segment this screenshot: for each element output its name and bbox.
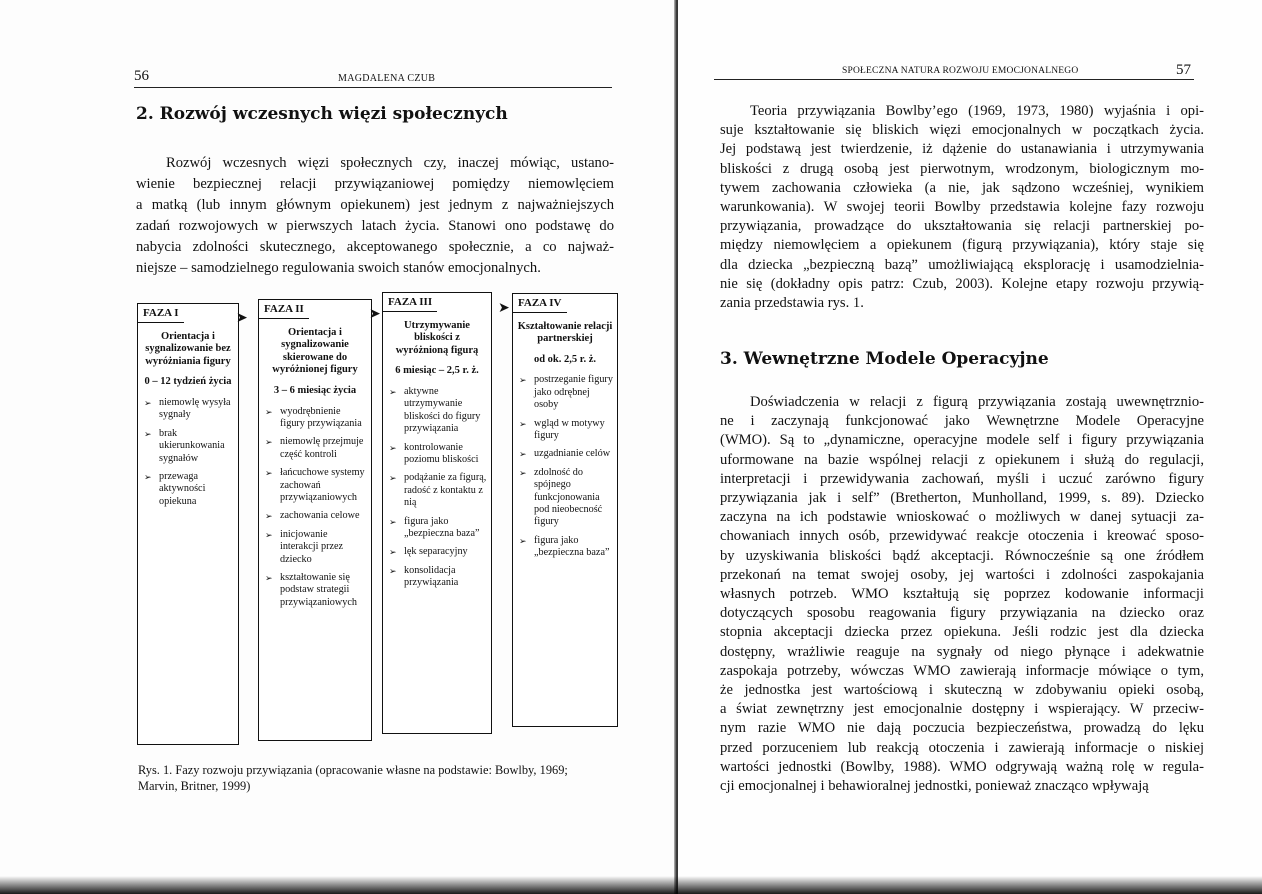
phase-items — [513, 374, 617, 559]
arrow-bullet-icon: ➢ — [389, 473, 397, 484]
section-title-right: 3. Wewnętrzne Modele Operacyjne — [720, 349, 1049, 369]
arrow-bullet-icon: ➢ — [389, 547, 397, 558]
text-line: uformowane na bazie wspólnej relacji z opiekunem i służą do regulacji, — [720, 451, 1204, 468]
arrow-icon: ➤ — [236, 311, 248, 326]
text-line: Jej podstawą jest twierdzenie, iż dążenie do ustanawiania i utrzymywania — [720, 141, 1204, 158]
text-line: dla dziecka „bezpieczną bazą” umożliwiającą eksplorację i usamodzielnia- — [720, 256, 1204, 273]
running-head-left: MAGDALENA CZUB — [338, 73, 436, 84]
running-head-right: SPOŁECZNA NATURA ROZWOJU EMOCJONALNEGO — [842, 66, 1079, 76]
text-line: zania przedstawia rys. 1. — [720, 295, 864, 312]
list-item — [519, 418, 613, 443]
phase-label: FAZA II — [259, 300, 309, 319]
item-text: wyodrębnienie figury przywiązania — [280, 405, 362, 429]
item-text: kontrolowanie poziomu bliskości — [404, 441, 479, 465]
text-line: że jednostka jest wartościową i skuteczną w zdobywaniu opieki osobą, — [720, 682, 1204, 699]
list-item — [144, 471, 234, 508]
text-line: stopnia akceptacji dziecka przez opiekuna. Jeśli rodzic jest dla dziecka — [720, 624, 1204, 641]
item-text: przewaga aktywności opiekuna — [159, 471, 206, 507]
text-line: cji emocjonalnej i behawioralnej jednostki, ponieważ znacząco wpływają — [720, 778, 1149, 795]
page-number-right: 57 — [1176, 62, 1191, 78]
header-rule-right — [714, 79, 1194, 80]
arrow-bullet-icon: ➢ — [389, 442, 397, 453]
arrow-bullet-icon: ➢ — [389, 516, 397, 527]
item-text: brak ukierunkowania sygnałów — [159, 427, 225, 464]
list-item — [265, 572, 367, 609]
caption-line: Marvin, Britner, 1999) — [138, 779, 251, 793]
item-text: lęk separacyjny — [404, 546, 468, 558]
phase-name: Orientacja i sygnalizowanie bez wyróżniania figury — [145, 330, 231, 367]
section-title-left: 2. Rozwój wczesnych więzi społecznych — [136, 104, 508, 124]
item-text: uzgadnianie celów — [534, 448, 611, 460]
list-item — [265, 529, 367, 566]
list-item — [144, 428, 234, 465]
list-item — [265, 510, 367, 522]
item-text: figura jako „bezpieczna baza” — [534, 534, 610, 559]
arrow-bullet-icon: ➢ — [265, 468, 273, 479]
attachment-theory-paragraph — [720, 102, 1204, 313]
text-line: interpretacji i przewidywania zachowań, myśli i uczuć zarówno figury — [720, 470, 1204, 487]
list-item — [389, 472, 487, 509]
item-text: niemowlę przejmuje część kontroli — [280, 436, 364, 460]
text-line: dotyczących sposobu reagowania figury przywiązania na dziecko oraz — [720, 605, 1204, 622]
list-item — [144, 397, 234, 422]
figure-caption — [138, 762, 618, 794]
phase-label: FAZA I — [138, 304, 184, 323]
page-bottom-shadow — [0, 876, 1262, 894]
phase-name: Orientacja i sygnalizowanie skierowane do wyróżnionej figury — [272, 326, 358, 376]
list-item — [265, 406, 367, 431]
phase-box-1 — [137, 303, 239, 745]
arrow-icon: ➤ — [369, 307, 381, 322]
internal-models-paragraph — [720, 393, 1204, 796]
page-number-left: 56 — [134, 68, 149, 84]
item-text: podążanie za figurą, radość z kontaktu z nią — [404, 472, 487, 509]
list-item — [519, 448, 613, 460]
phase-duration: 3 – 6 miesiąc życia — [273, 384, 357, 396]
caption-line: Rys. 1. Fazy rozwoju przywiązania (opracowanie własne na podstawie: Bowlby, 1969; — [138, 763, 568, 777]
arrow-bullet-icon: ➢ — [519, 375, 527, 386]
arrow-bullet-icon: ➢ — [265, 573, 273, 584]
phase-label: FAZA III — [383, 293, 437, 312]
text-line: wienie bezpiecznej relacji przywiązaniowej pomiędzy niemowlęciem — [136, 176, 614, 192]
item-text: wgląd w motywy figury — [534, 417, 605, 441]
arrow-bullet-icon: ➢ — [265, 529, 273, 540]
list-item — [389, 516, 487, 541]
text-line: przywiązania jak i self” (Bretherton, Munholland, 1999, s. 89). Dziecko — [720, 490, 1204, 507]
text-line: suje kształtowanie się bliskich więzi emocjonalnych w początkach życia. — [720, 122, 1204, 139]
right-page — [678, 0, 1262, 894]
list-item — [389, 386, 487, 436]
phase-duration: od ok. 2,5 r. ż. — [533, 353, 597, 365]
text-line: chowaniach innych osób, przewidywać reakcje otoczenia i kreować sposo- — [720, 528, 1204, 545]
list-item — [389, 565, 487, 590]
item-text: zachowania celowe — [280, 510, 360, 522]
text-line: przekonań na temat swojej osoby, jej wartości i zdolności zaspokajania — [720, 566, 1204, 583]
text-line: wartości jednostki (Bowlby, 1988). WMO odgrywają ważną rolę w regula- — [720, 758, 1204, 775]
phase-name: Kształtowanie relacji partnerskiej — [517, 320, 613, 345]
text-line: bliskości z drugą osobą jest pierwotnym, wrodzonym, biologicznym mo- — [720, 160, 1204, 177]
arrow-bullet-icon: ➢ — [144, 472, 152, 482]
arrow-bullet-icon: ➢ — [389, 386, 397, 397]
phase-box-4 — [512, 293, 618, 727]
phase-box-2 — [258, 299, 372, 741]
list-item — [265, 436, 367, 461]
list-item — [389, 442, 487, 467]
text-line: zaczyna na ich podstawie wnioskować o możliwych w danej sytuacji za- — [720, 509, 1204, 526]
text-line: by uzyskiwania bliskości bądź akceptacji. Równocześnie są one źródłem — [720, 547, 1204, 564]
header-rule-left — [134, 87, 612, 88]
arrow-bullet-icon: ➢ — [144, 428, 152, 439]
list-item — [389, 546, 487, 558]
item-text: inicjowanie interakcji przez dziecko — [280, 528, 344, 565]
text-line: niejsze – samodzielnego regulowania swoich stanów emocjonalnych. — [136, 260, 541, 276]
text-line: nie się (dokładny opis patrz: Czub, 2003). Kolejne etapy rozwoju przywią- — [720, 275, 1204, 292]
arrow-bullet-icon: ➢ — [519, 535, 527, 546]
arrow-bullet-icon: ➢ — [519, 418, 527, 429]
phase-items — [383, 386, 491, 590]
text-line: zadań rozwojowych w pierwszych latach życia. Stanowi ono podstawę do — [136, 218, 614, 234]
item-text: kształtowanie się podstaw strategii przywiązaniowych — [280, 572, 357, 608]
phase-name: Utrzymywanie bliskości z wyróżnioną figurą — [395, 319, 479, 356]
text-line: a świat zewnętrzny jest emocjonalnie dostępny i wspierający. W przeciw- — [720, 701, 1204, 718]
phase-duration: 6 miesiąc – 2,5 r. ż. — [395, 365, 479, 377]
text-line: warunkowania). W swojej teorii Bowlby przedstawia kolejne fazy rozwoju — [720, 199, 1204, 216]
text-line: własnych potrzeb. WMO kształtują się poprzez kodowanie informacji — [720, 586, 1204, 603]
arrow-icon: ➤ — [498, 301, 510, 316]
text-line: ne i zaczynają funkcjonować jako Wewnętrzne Modele Operacyjne — [720, 413, 1204, 430]
text-line: przed porzuceniem lub reakcją otoczenia i zawierają informacje o niskiej — [720, 739, 1204, 756]
phase-items — [259, 406, 371, 610]
arrow-bullet-icon: ➢ — [265, 406, 273, 417]
text-line: Rozwój wczesnych więzi społecznych czy, inaczej mówiąc, ustano- — [166, 155, 614, 171]
item-text: zdolność do spójnego funkcjonowania pod nieobecność figury — [534, 466, 603, 528]
text-line: dostępny, wrażliwie reaguje na sygnały od niego płynące i adekwatnie — [720, 643, 1204, 660]
phase-label: FAZA IV — [513, 294, 567, 313]
text-line: tywem zachowania człowieka (a nie, jak sądzono wcześniej, wynikiem — [720, 179, 1204, 196]
arrow-bullet-icon: ➢ — [265, 437, 273, 448]
phase-box-3 — [382, 292, 492, 734]
text-line: nym razie WMO nie dają poczucia bezpieczeństwa, prowadzą do lęku — [720, 720, 1204, 737]
intro-paragraph — [136, 153, 614, 279]
item-text: łańcuchowe systemy zachowań przywiązaniowych — [280, 467, 365, 503]
phase-items — [138, 397, 238, 508]
text-line: Teoria przywiązania Bowlby’ego (1969, 1973, 1980) wyjaśnia i opi- — [750, 103, 1204, 119]
text-line: nabycia zdolności skutecznego, akceptowanego społecznie, a co najważ- — [136, 239, 614, 255]
text-line: a matką (lub innym głównym opiekunem) jest jednym z najważniejszych — [136, 197, 614, 213]
arrow-bullet-icon: ➢ — [519, 467, 527, 478]
text-line: przywiązania, prowadzące do ukształtowania się relacji partnerskiej po- — [720, 218, 1204, 235]
text-line: (WMO). Są to „dynamiczne, operacyjne modele self i figury przywiązania — [720, 432, 1204, 449]
text-line: między niemowlęciem a opiekunem (figurą przywiązania), który staje się — [720, 237, 1204, 254]
list-item — [265, 467, 367, 504]
item-text: niemowlę wysyła sygnały — [159, 396, 231, 421]
list-item — [519, 374, 613, 411]
arrow-bullet-icon: ➢ — [144, 397, 152, 408]
text-line: zaspokaja potrzeby, wówczas WMO zawierają informacje mówiące o tym, — [720, 662, 1204, 679]
phase-duration: 0 – 12 tydzień życia — [144, 376, 232, 388]
arrow-bullet-icon: ➢ — [389, 565, 397, 576]
arrow-bullet-icon: ➢ — [265, 511, 273, 522]
item-text: figura jako „bezpieczna baza” — [404, 515, 480, 540]
item-text: postrzeganie figury jako odrębnej osoby — [534, 374, 613, 411]
list-item — [519, 535, 613, 560]
item-text: aktywne utrzymywanie bliskości do figury przywiązania — [404, 385, 481, 435]
list-item — [519, 467, 613, 529]
arrow-bullet-icon: ➢ — [519, 449, 527, 460]
item-text: konsolidacja przywiązania — [404, 564, 459, 589]
text-line: Doświadczenia w relacji z figurą przywiązania zostają uwewnętrznio- — [750, 394, 1204, 410]
